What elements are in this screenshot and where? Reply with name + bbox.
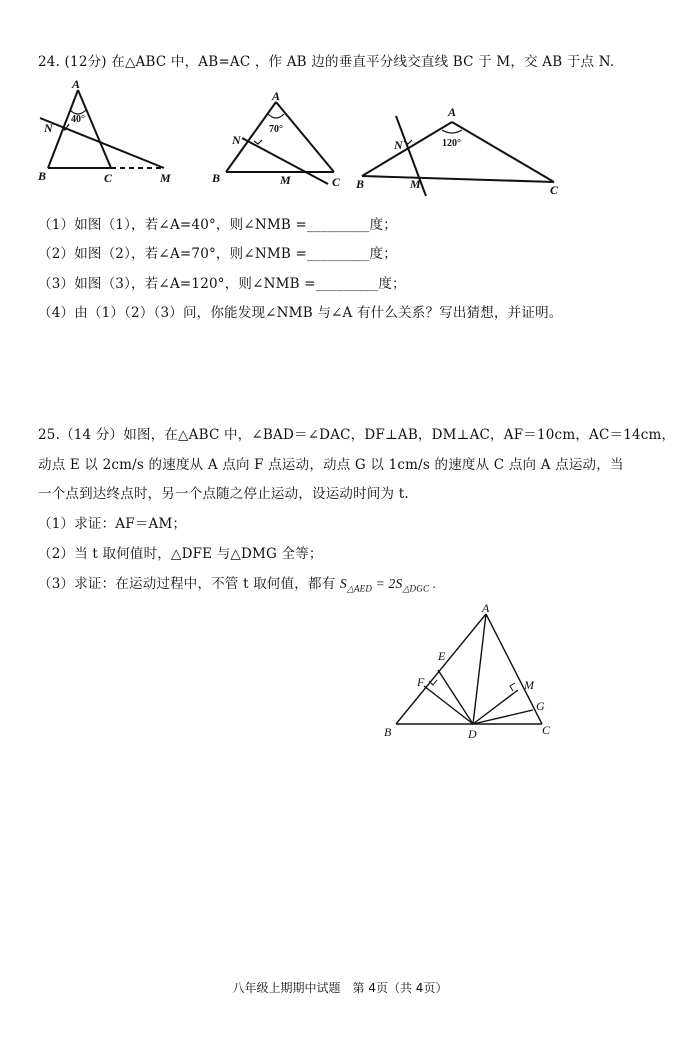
angle-label: 120° xyxy=(442,138,461,149)
q25-sub1: （1）求证：AF＝AM； xyxy=(38,516,187,532)
label-c: C xyxy=(542,723,551,737)
label-f: F xyxy=(417,675,425,689)
q25-sub3 xyxy=(38,572,436,595)
q24-stem: 24. (12分) 在△ABC 中，AB=AC ，作 AB 边的垂直平分线交直线 BC 于 M，交 AB 于点 N. xyxy=(38,54,615,70)
label-n: N xyxy=(394,138,403,152)
q25-sub2: （2）当 t 取何值时，△DFE 与△DMG 全等； xyxy=(38,546,323,562)
label-m: M xyxy=(410,177,421,191)
q24-sub2: （2）如图（2），若∠A=70°，则∠NMB =_________度； xyxy=(38,246,397,262)
label-a: A xyxy=(448,105,457,119)
label-a: A xyxy=(482,602,490,615)
q24-sub4: （4）由（1）（2）（3）问，你能发现∠NMB 与∠A 有什么关系？写出猜想，并证明。 xyxy=(38,305,563,321)
formula-end: . xyxy=(429,576,437,591)
label-d: D xyxy=(468,727,477,741)
q25-sub3-text: （3）求证：在运动过程中，不管 t 取何值，都有 xyxy=(38,576,340,592)
label-b: B xyxy=(384,725,392,739)
page-footer: 八年级上期期中试题 第 4页（共 4页） xyxy=(232,981,448,995)
q25-figure xyxy=(376,602,562,744)
angle-label: 70° xyxy=(269,124,283,135)
label-e: E xyxy=(438,649,446,663)
formula-s2: S xyxy=(395,576,403,591)
q24-sub1: （1）如图（1），若∠A=40°，则∠NMB =_________度； xyxy=(38,217,397,233)
label-c: C xyxy=(332,175,341,189)
label-c: C xyxy=(104,171,113,185)
label-b: B xyxy=(356,177,365,191)
label-a: A xyxy=(72,78,81,91)
label-m: M xyxy=(280,173,291,187)
q25-stem-line1: 25.（14 分）如图，在△ABC 中，∠BAD＝∠DAC，DF⊥AB，DM⊥AC，AF＝10cm，AC＝14cm， xyxy=(38,427,676,443)
area-formula xyxy=(339,576,437,594)
formula-sub2: △DGC xyxy=(402,583,430,594)
q24-figure-1 xyxy=(36,78,186,186)
q24-sub3: （3）如图（3），若∠A=120°，则∠NMB =_________度； xyxy=(38,276,406,292)
label-a: A xyxy=(272,89,281,103)
label-g: G xyxy=(536,699,545,713)
q24-figure-3 xyxy=(356,102,572,202)
label-m: M xyxy=(524,678,534,692)
q25-stem-line2: 动点 E 以 2cm/s 的速度从 A 点向 F 点运动，动点 G 以 1cm/s 的速度从 C 点向 A 点运动，当 xyxy=(38,457,624,473)
formula-sub1: △AED xyxy=(346,583,373,594)
label-m: M xyxy=(160,171,171,185)
q25-stem-line3: 一个点到达终点时，另一个点随之停止运动，设运动时间为 t. xyxy=(38,486,409,502)
formula-s1: S xyxy=(339,576,347,591)
angle-label: 40° xyxy=(71,114,85,125)
label-n: N xyxy=(232,133,241,147)
label-c: C xyxy=(550,183,559,197)
label-n: N xyxy=(44,121,53,135)
label-b: B xyxy=(38,169,47,183)
q24-figure-2 xyxy=(206,86,356,192)
formula-eq: = 2 xyxy=(372,576,396,591)
label-b: B xyxy=(212,171,221,185)
